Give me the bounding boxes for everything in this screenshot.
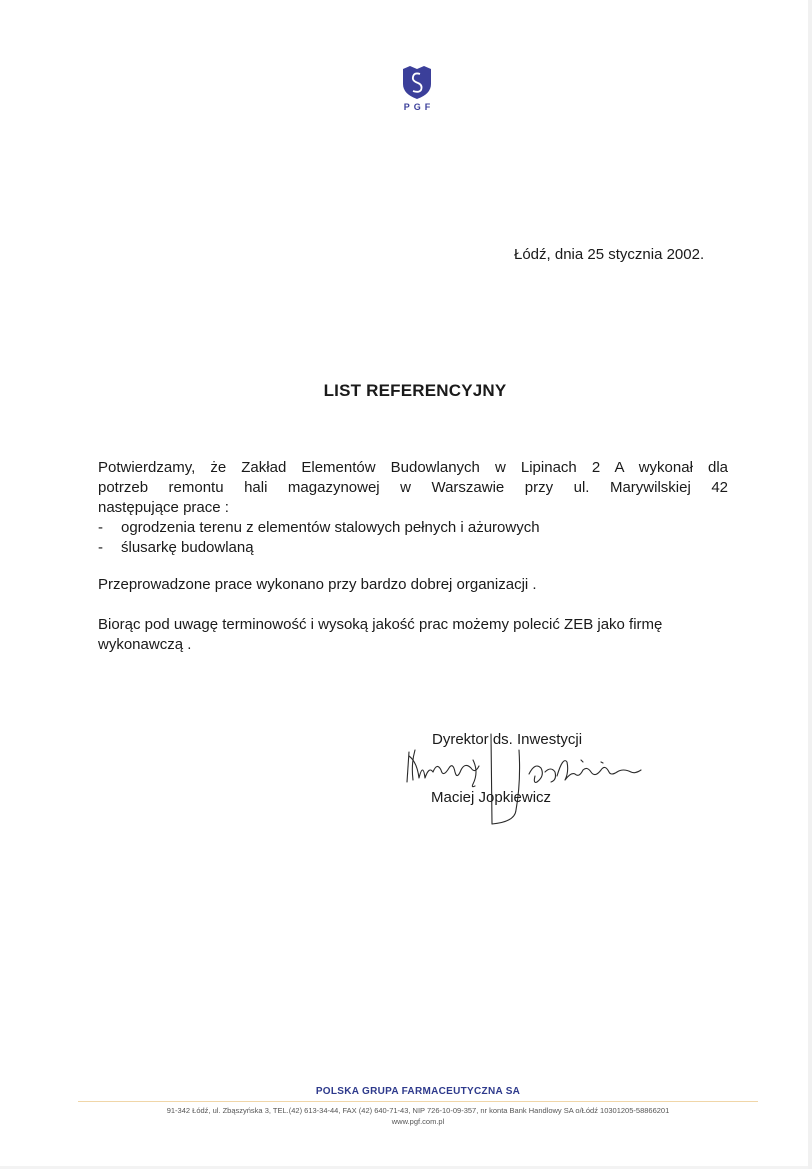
list-bullet: - [98,519,103,536]
logo-text: PGF [403,102,435,112]
list-bullet: - [98,539,103,556]
signatory-name: Maciej Jopkiewicz [431,789,552,806]
handwritten-signature-icon [395,732,655,832]
footer-company-name: POLSKA GRUPA FARMACEUTYCZNA SA [315,1086,521,1097]
paragraph3-line1: Biorąc pod uwagę terminowość i wysoką jakość prac możemy polecić ZEB jako firmę [98,616,663,633]
footer-address: 91-342 Łódź, ul. Zbąszyńska 3, TEL.(42) 613-34-44, FAX (42) 640-71-43, NIP 726-10-09-357, nr konta Bank Handlowy SA o/Łódź 10301205-58866201 [166,1106,670,1115]
works-list [98,518,540,558]
list-item [98,538,540,558]
list-item-text: ślusarkę budowlaną [121,539,254,556]
paragraph1-line2: potrzeb remontu hali magazynowej w Warszawie przy ul. Marywilskiej 42 [98,479,728,496]
letter-date: Łódź, dnia 25 stycznia 2002. [514,246,705,263]
paragraph2: Przeprowadzone prace wykonano przy bardzo dobrej organizacji . [98,576,537,593]
list-item-text: ogrodzenia terenu z elementów stalowych pełnych i ażurowych [121,519,540,536]
paragraph3-line2: wykonawczą . [98,636,192,653]
paragraph1-line3: następujące prace : [98,499,229,516]
company-logo [393,64,441,116]
signatory-position: Dyrektor ds. Inwestycji [432,731,583,748]
letter-title: LIST REFERENCYJNY [323,381,507,400]
footer-website: www.pgf.com.pl [391,1117,445,1126]
paragraph1-line1: Potwierdzamy, że Zakład Elementów Budowlanych w Lipinach 2 A wykonał dla [98,459,728,476]
footer-divider [78,1101,758,1102]
list-item [98,518,540,538]
pgf-shield-logo-icon [400,64,434,100]
